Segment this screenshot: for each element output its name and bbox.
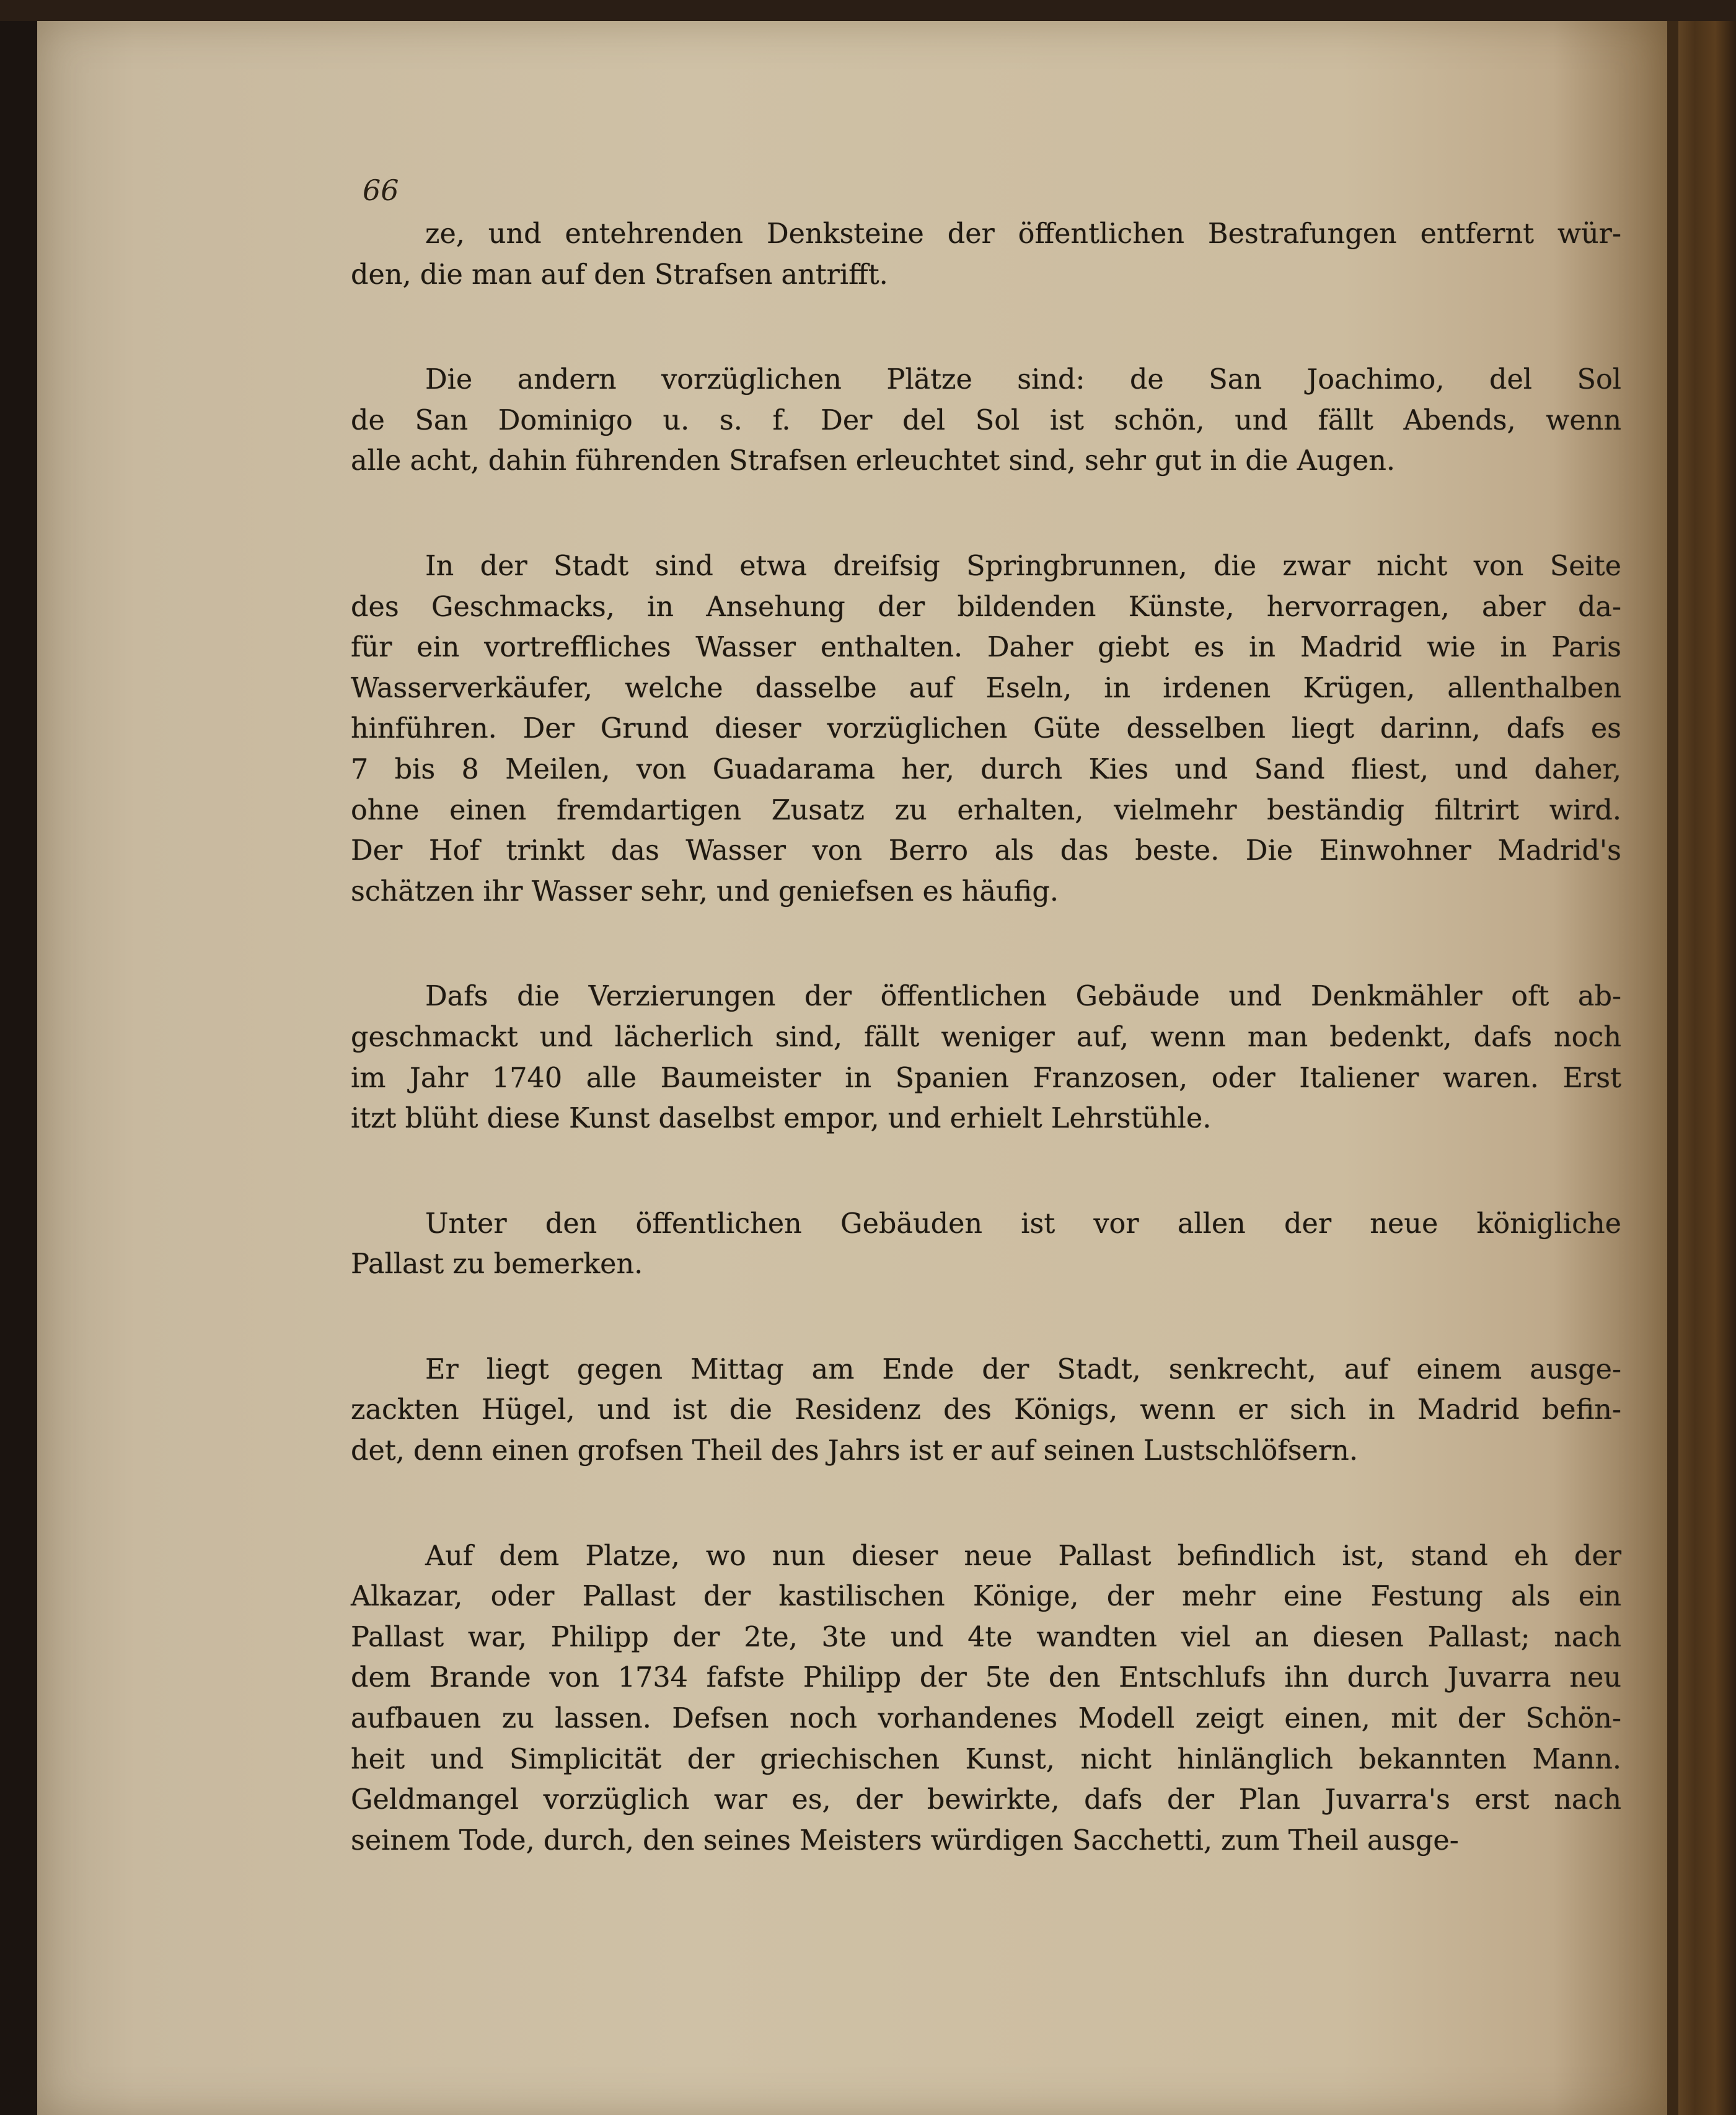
text-line: Er liegt gegen Mittag am Ende der Stadt, senkrecht, auf einem ausge- — [425, 1353, 1621, 1385]
paragraph — [351, 976, 1621, 1139]
text-line: seinem Tode, durch, den seines Meisters würdigen Sacchetti, zum Theil ausge- — [351, 1824, 1459, 1857]
text-line: Geldmangel vorzüglich war es, der bewirkte, dafs der Plan Juvarra's erst nach — [351, 1784, 1621, 1816]
paragraph — [351, 214, 1621, 295]
text-line: des Geschmacks, in Ansehung der bildenden Künste, hervorragen, aber da- — [351, 591, 1621, 623]
text-line: ohne einen fremdartigen Zusatz zu erhalten, vielmehr beständig filtrirt wird. — [351, 794, 1621, 826]
text-line: Pallast zu bemerken. — [351, 1248, 643, 1281]
text-line: schätzen ihr Wasser sehr, und geniefsen es häufig. — [351, 875, 1059, 907]
page-text — [351, 214, 1621, 1861]
text-line: Unter den öffentlichen Gebäuden ist vor allen der neue königliche — [425, 1208, 1621, 1240]
text-line: Der Hof trinkt das Wasser von Berro als das beste. Die Einwohner Madrid's — [351, 835, 1621, 867]
text-line: Auf dem Platze, wo nun dieser neue Pallast befindlich ist, stand eh der — [425, 1540, 1621, 1572]
paragraph — [351, 360, 1621, 482]
text-line: dem Brande von 1734 fafste Philipp der 5te den Entschlufs ihn durch Juvarra neu — [351, 1662, 1621, 1694]
top-shadow — [0, 0, 1736, 21]
text-line: hinführen. Der Grund dieser vorzüglichen Güte desselben liegt darinn, dafs es — [351, 713, 1621, 745]
page-gutter — [1667, 21, 1678, 2115]
text-line: In der Stadt sind etwa dreifsig Springbrunnen, die zwar nicht von Seite — [425, 550, 1621, 582]
paragraph — [351, 1536, 1621, 1861]
text-line: Dafs die Verzierungen der öffentlichen Gebäude und Denkmähler oft ab- — [425, 981, 1621, 1013]
text-line: de San Dominigo u. s. f. Der del Sol ist schön, und fällt Abends, wenn — [351, 404, 1621, 436]
page-number: 66 — [363, 174, 399, 207]
text-line: für ein vortreffliches Wasser enthalten. Daher giebt es in Madrid wie in Paris — [351, 632, 1621, 664]
paragraph — [351, 1349, 1621, 1472]
text-line: Die andern vorzüglichen Plätze sind: de San Joachimo, del Sol — [425, 364, 1621, 396]
text-line: heit und Simplicität der griechischen Kunst, nicht hinlänglich bekannten Mann. — [351, 1743, 1621, 1775]
paragraph — [351, 546, 1621, 912]
text-line: det, denn einen grofsen Theil des Jahrs ist er auf seinen Lustschlöfsern. — [351, 1435, 1358, 1467]
text-line: ze, und entehrenden Denksteine der öffentlichen Bestrafungen entfernt wür- — [425, 218, 1621, 250]
paragraph — [351, 1204, 1621, 1285]
text-line: geschmackt und lächerlich sind, fällt weniger auf, wenn man bedenkt, dafs noch — [351, 1021, 1621, 1053]
text-line: itzt blüht diese Kunst daselbst empor, und erhielt Lehrstühle. — [351, 1103, 1212, 1135]
text-line: alle acht, dahin führenden Strafsen erleuchtet sind, sehr gut in die Augen. — [351, 445, 1396, 477]
text-line: Pallast war, Philipp der 2te, 3te und 4te wandten viel an diesen Pallast; nach — [351, 1621, 1621, 1653]
text-line: zackten Hügel, und ist die Residenz des Königs, wenn er sich in Madrid befin- — [351, 1394, 1621, 1426]
text-line: Alkazar, oder Pallast der kastilischen Könige, der mehr eine Festung als ein — [351, 1581, 1621, 1613]
text-line: Wasserverkäufer, welche dasselbe auf Eseln, in irdenen Krügen, allenthalben — [351, 672, 1621, 704]
text-line: 7 bis 8 Meilen, von Guadarama her, durch Kies und Sand fliest, und daher, — [351, 753, 1621, 785]
text-line: den, die man auf den Strafsen antrifft. — [351, 258, 888, 291]
text-line: im Jahr 1740 alle Baumeister in Spanien Franzosen, oder Italiener waren. Erst — [351, 1062, 1621, 1094]
text-line: aufbauen zu lassen. Defsen noch vorhandenes Modell zeigt einen, mit der Schön- — [351, 1703, 1621, 1735]
